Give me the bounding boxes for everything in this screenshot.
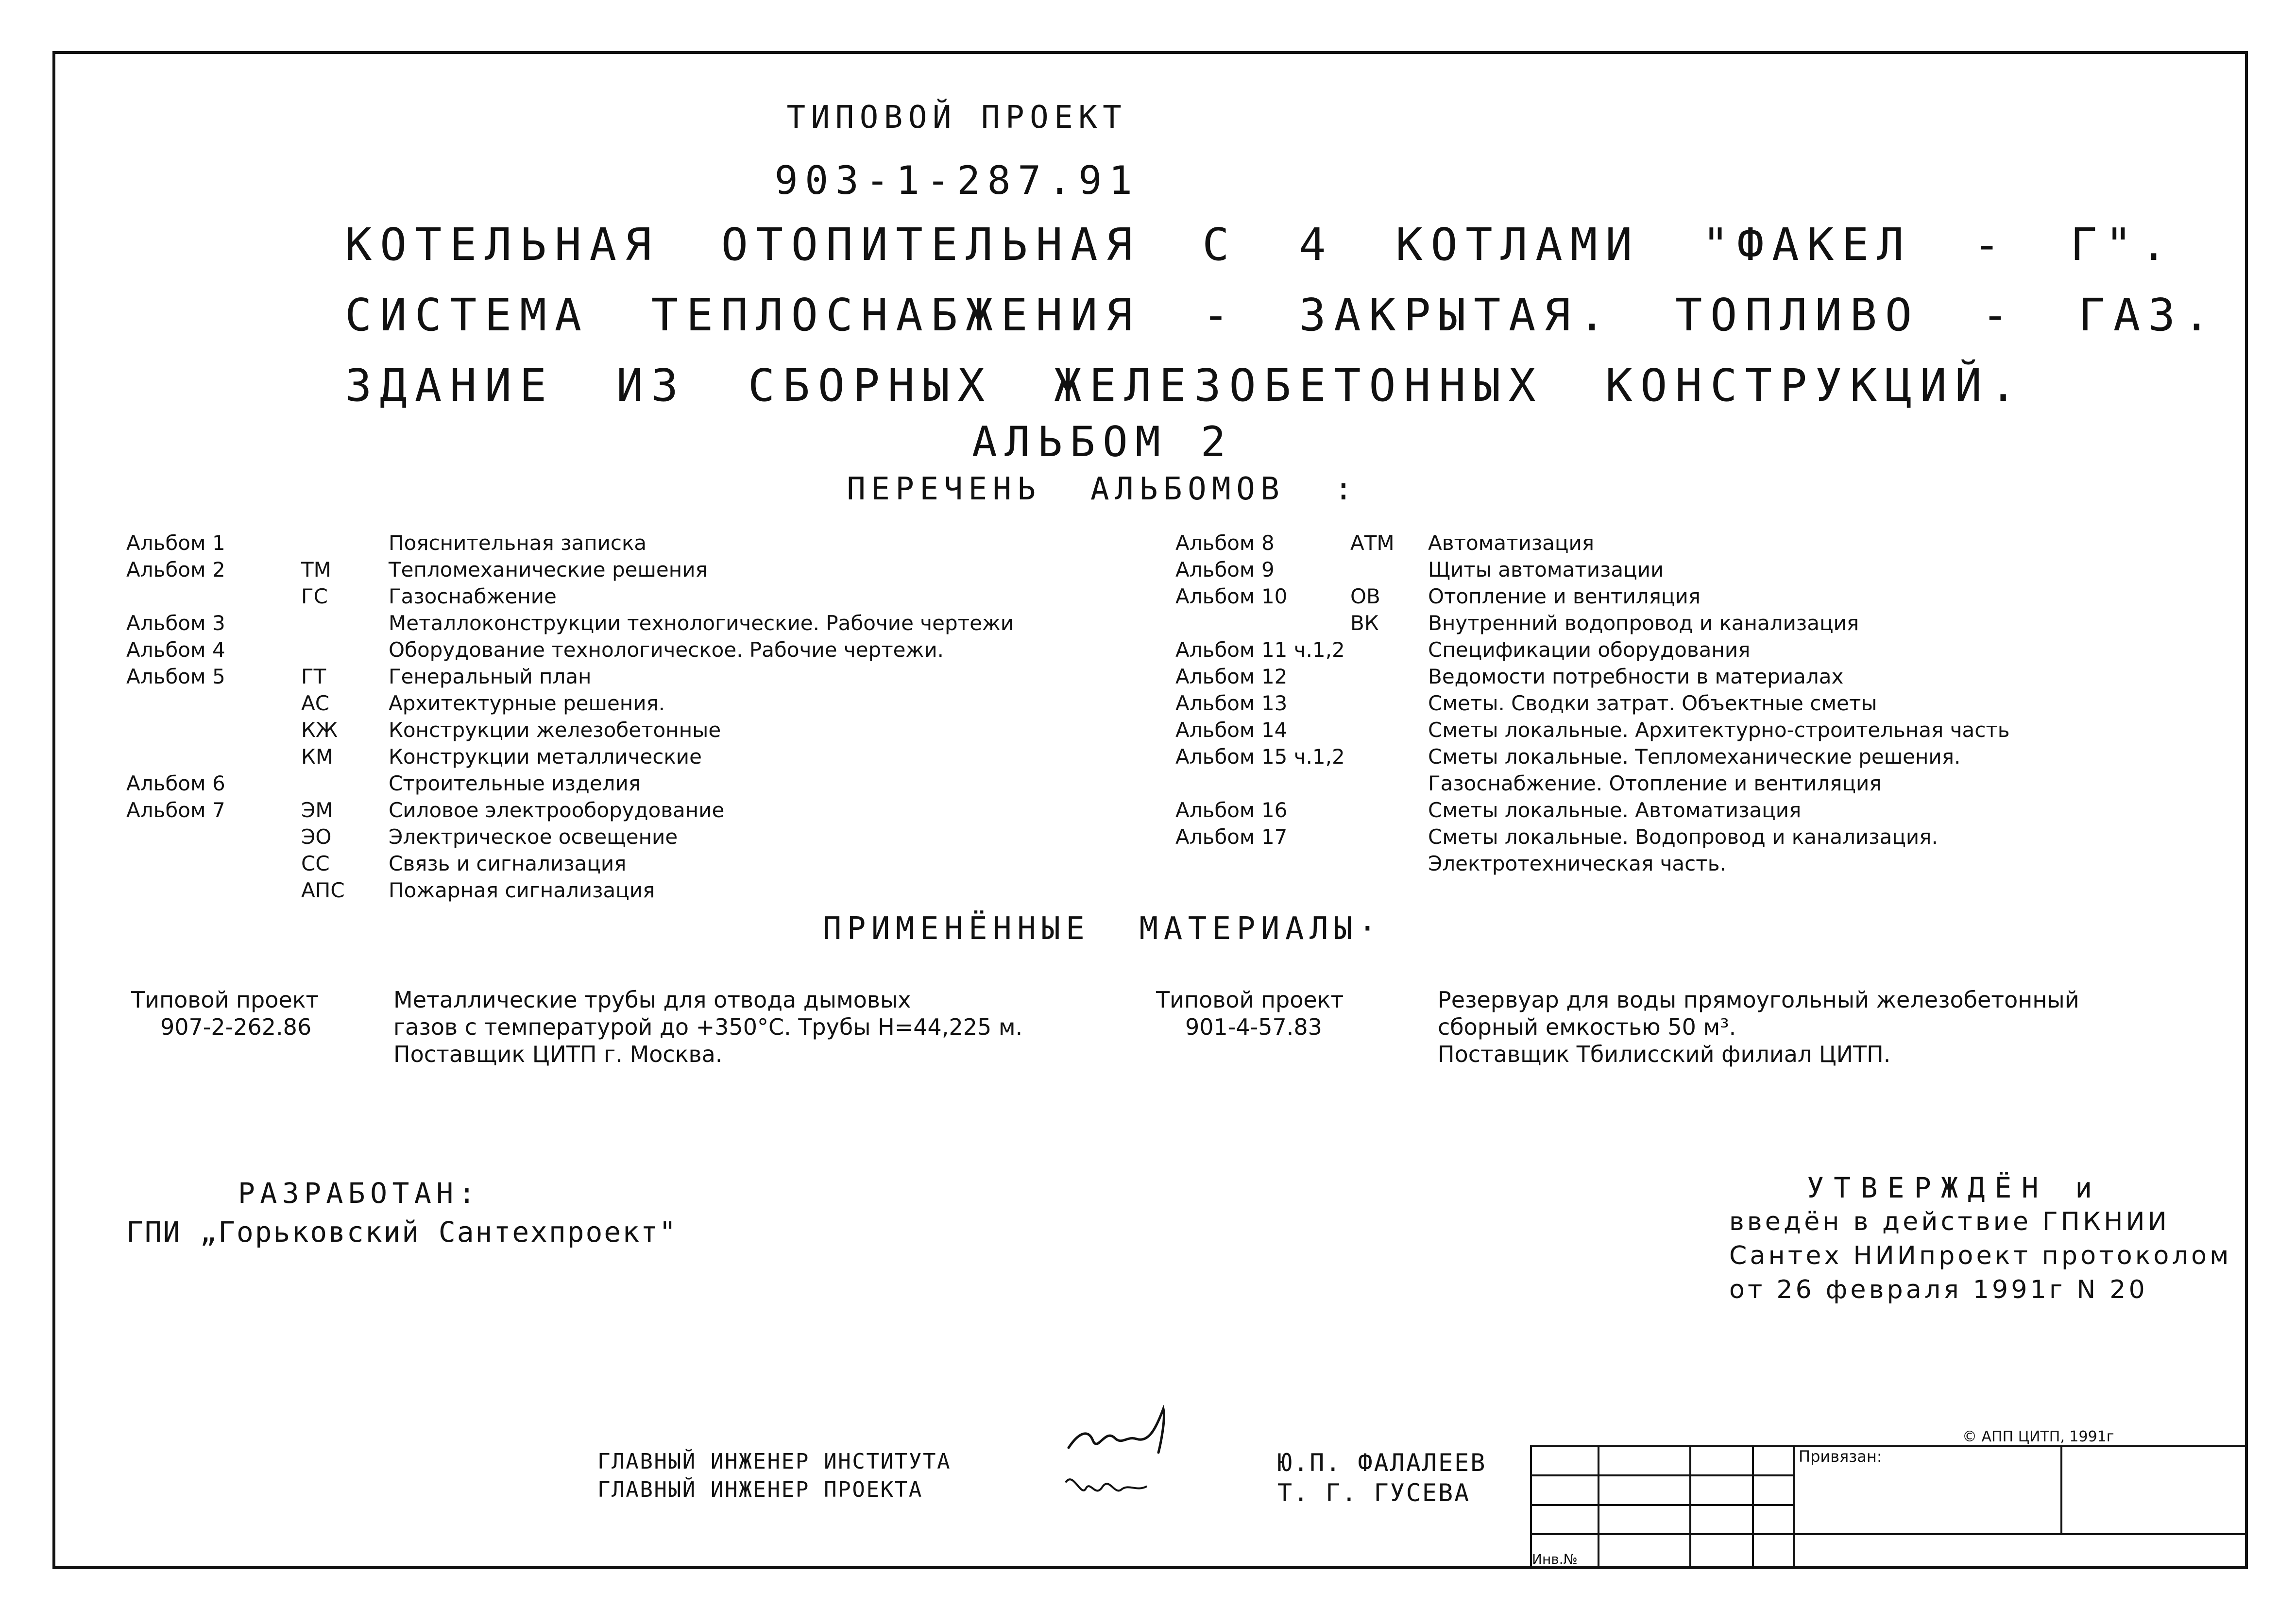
- album-code: ЭМ: [301, 798, 333, 822]
- album-number: Альбом 13: [1175, 691, 1288, 715]
- album-number: АЛЬБОМ 2: [971, 418, 1234, 466]
- album-row: [1175, 610, 2195, 636]
- album-title: Металлоконструкции технологические. Рабочие чертежи: [389, 611, 1014, 635]
- material-right-label: Типовой проект: [1156, 987, 1344, 1013]
- album-number: Альбом 17: [1175, 825, 1288, 849]
- album-row: [1175, 797, 2195, 823]
- album-title: Строительные изделия: [389, 771, 641, 795]
- album-title: Сметы локальные. Водопровод и канализация.: [1428, 825, 1938, 849]
- chief-engineer-institute: ГЛАВНЫЙ ИНЖЕНЕР ИНСТИТУТА: [597, 1449, 952, 1474]
- album-code: ТМ: [301, 558, 331, 582]
- developed-org: ГПИ „Горьковский Сантехпроект": [126, 1215, 678, 1249]
- album-row: [1175, 663, 2195, 690]
- album-row: [126, 877, 1146, 904]
- album-number: Альбом 7: [126, 798, 225, 822]
- album-title: Сметы локальные. Архитектурно-строительная часть: [1428, 718, 2010, 742]
- copyright-note: © АПП ЦИТП, 1991г: [1962, 1428, 2114, 1445]
- album-row: [1175, 583, 2195, 610]
- album-title: Электротехническая часть.: [1428, 852, 1726, 875]
- album-code: ЭО: [301, 825, 332, 849]
- album-number: Альбом 6: [126, 771, 225, 795]
- album-title: Тепломеханические решения: [389, 558, 708, 582]
- approved-line: Сантех НИИпроект протоколом: [1729, 1241, 2232, 1270]
- album-title: Сметы локальные. Тепломеханические решения.: [1428, 745, 1961, 769]
- name-guseva: Т. Г. ГУСЕВА: [1277, 1479, 1471, 1507]
- album-row: [126, 530, 1146, 556]
- signature-roles: [597, 1448, 951, 1504]
- album-row: [126, 770, 1146, 797]
- album-title: Генеральный план: [389, 665, 592, 688]
- album-code: АТМ: [1350, 531, 1395, 555]
- album-row: [126, 610, 1146, 636]
- album-number: Альбом 15 ч.1,2: [1175, 745, 1345, 769]
- material-left-code: 907-2-262.86: [160, 1014, 312, 1040]
- material-left-line: газов с температурой до +350°С. Трубы Н=44,225 м.: [393, 1014, 1023, 1040]
- album-row: [126, 850, 1146, 877]
- album-title: Ведомости потребности в материалах: [1428, 665, 1844, 688]
- album-number: Альбом 5: [126, 665, 225, 688]
- album-row: [1175, 850, 2195, 877]
- album-title: Сметы. Сводки затрат. Объектные сметы: [1428, 691, 1877, 715]
- approved-label: УТВЕРЖДЁН и: [1807, 1171, 2102, 1204]
- material-left-line: Металлические трубы для отвода дымовых: [393, 987, 911, 1013]
- album-number: Альбом 1: [126, 531, 225, 555]
- album-row: [1175, 636, 2195, 663]
- albums-list-title: ПЕРЕЧЕНЬ АЛЬБОМОВ :: [847, 471, 1359, 507]
- material-right-line: сборный емкостью 50 м³.: [1438, 1014, 1736, 1040]
- album-row: [126, 556, 1146, 583]
- album-title: Газоснабжение. Отопление и вентиляция: [1428, 771, 1882, 795]
- album-title: Архитектурные решения.: [389, 691, 665, 715]
- album-row: [126, 743, 1146, 770]
- approved-block: [1729, 1171, 2232, 1307]
- album-code: ГТ: [301, 665, 326, 688]
- material-left-line: Поставщик ЦИТП г. Москва.: [393, 1041, 723, 1067]
- privyazan-label: Привязан:: [1799, 1447, 1882, 1466]
- signature-names: [1277, 1448, 1486, 1508]
- inventory-label: Инв.№: [1532, 1551, 1578, 1567]
- album-title: Конструкции металлические: [389, 745, 702, 769]
- album-code: АС: [301, 691, 330, 715]
- album-number: Альбом 16: [1175, 798, 1288, 822]
- album-title: Пожарная сигнализация: [389, 878, 655, 902]
- album-title: Пояснительная записка: [389, 531, 647, 555]
- album-code: ГС: [301, 584, 328, 608]
- approved-line: введён в действие ГПКНИИ: [1729, 1207, 2170, 1236]
- album-code: СС: [301, 852, 330, 875]
- chief-engineer-project: ГЛАВНЫЙ ИНЖЕНЕР ПРОЕКТА: [597, 1477, 923, 1502]
- album-number: Альбом 8: [1175, 531, 1275, 555]
- album-number: Альбом 11 ч.1,2: [1175, 638, 1345, 662]
- material-left-labels: [131, 986, 319, 1041]
- material-right-line: Резервуар для воды прямоугольный железобетонный: [1438, 987, 2079, 1013]
- material-right-code: 901-4-57.83: [1185, 1014, 1322, 1040]
- album-title: Отопление и вентиляция: [1428, 584, 1701, 608]
- title-line-1: КОТЕЛЬНАЯ ОТОПИТЕЛЬНАЯ С 4 КОТЛАМИ "ФАКЕЛ - Г".: [345, 219, 2175, 271]
- album-row: [1175, 690, 2195, 717]
- album-title: Конструкции железобетонные: [389, 718, 721, 742]
- album-number: Альбом 4: [126, 638, 225, 662]
- album-code: КЖ: [301, 718, 338, 742]
- album-code: ВК: [1350, 611, 1379, 635]
- album-title: Сметы локальные. Автоматизация: [1428, 798, 1802, 822]
- material-right-text: [1438, 986, 2079, 1068]
- album-title: Связь и сигнализация: [389, 852, 627, 875]
- material-left-label: Типовой проект: [131, 987, 319, 1013]
- title-line-3: ЗДАНИЕ ИЗ СБОРНЫХ ЖЕЛЕЗОБЕТОННЫХ КОНСТРУКЦИЙ.: [345, 359, 2025, 411]
- album-row: [1175, 717, 2195, 743]
- album-number: Альбом 9: [1175, 558, 1275, 582]
- album-row: [126, 636, 1146, 663]
- album-row: [1175, 823, 2195, 850]
- signature-guseva-image: [1059, 1462, 1156, 1511]
- album-row: [126, 797, 1146, 823]
- album-title: Оборудование технологическое. Рабочие чертежи.: [389, 638, 944, 662]
- developed-label: РАЗРАБОТАН:: [238, 1177, 480, 1210]
- project-type-label: ТИПОВОЙ ПРОЕКТ: [786, 100, 1127, 136]
- albums-list-left: [126, 530, 1146, 904]
- album-row: [1175, 770, 2195, 797]
- album-row: [1175, 743, 2195, 770]
- album-code: ОВ: [1350, 584, 1380, 608]
- material-left-text: [393, 986, 1022, 1068]
- albums-list-right: [1175, 530, 2195, 877]
- album-code: КМ: [301, 745, 334, 769]
- album-title: Автоматизация: [1428, 531, 1595, 555]
- title-line-2: СИСТЕМА ТЕПЛОСНАБЖЕНИЯ - ЗАКРЫТАЯ. ТОПЛИВО - ГАЗ.: [345, 289, 2218, 341]
- album-row: [1175, 556, 2195, 583]
- album-row: [126, 663, 1146, 690]
- materials-title: ПРИМЕНЁННЫЕ МАТЕРИАЛЫ·: [822, 911, 1383, 947]
- name-falaleev: Ю.П. ФАЛАЛЕЕВ: [1277, 1449, 1487, 1477]
- album-row: [126, 717, 1146, 743]
- album-row: [126, 823, 1146, 850]
- signature-falaleev-image: [1059, 1399, 1185, 1472]
- album-code: АПС: [301, 878, 345, 902]
- album-title: Щиты автоматизации: [1428, 558, 1664, 582]
- album-number: Альбом 3: [126, 611, 225, 635]
- project-code: 903-1-287.91: [774, 158, 1139, 203]
- album-number: Альбом 2: [126, 558, 225, 582]
- album-title: Газоснабжение: [389, 584, 557, 608]
- album-number: Альбом 12: [1175, 665, 1288, 688]
- album-row: [126, 690, 1146, 717]
- album-row: [1175, 530, 2195, 556]
- album-number: Альбом 10: [1175, 584, 1288, 608]
- album-title: Внутренний водопровод и канализация: [1428, 611, 1859, 635]
- approved-line: от 26 февраля 1991г N 20: [1729, 1275, 2148, 1304]
- material-right-labels: [1156, 986, 1344, 1041]
- album-title: Спецификации оборудования: [1428, 638, 1751, 662]
- album-number: Альбом 14: [1175, 718, 1288, 742]
- album-row: [126, 583, 1146, 610]
- material-right-line: Поставщик Тбилисский филиал ЦИТП.: [1438, 1041, 1891, 1067]
- stamp-table: [1530, 1445, 2248, 1569]
- album-title: Электрическое освещение: [389, 825, 678, 849]
- album-title: Силовое электрооборудование: [389, 798, 725, 822]
